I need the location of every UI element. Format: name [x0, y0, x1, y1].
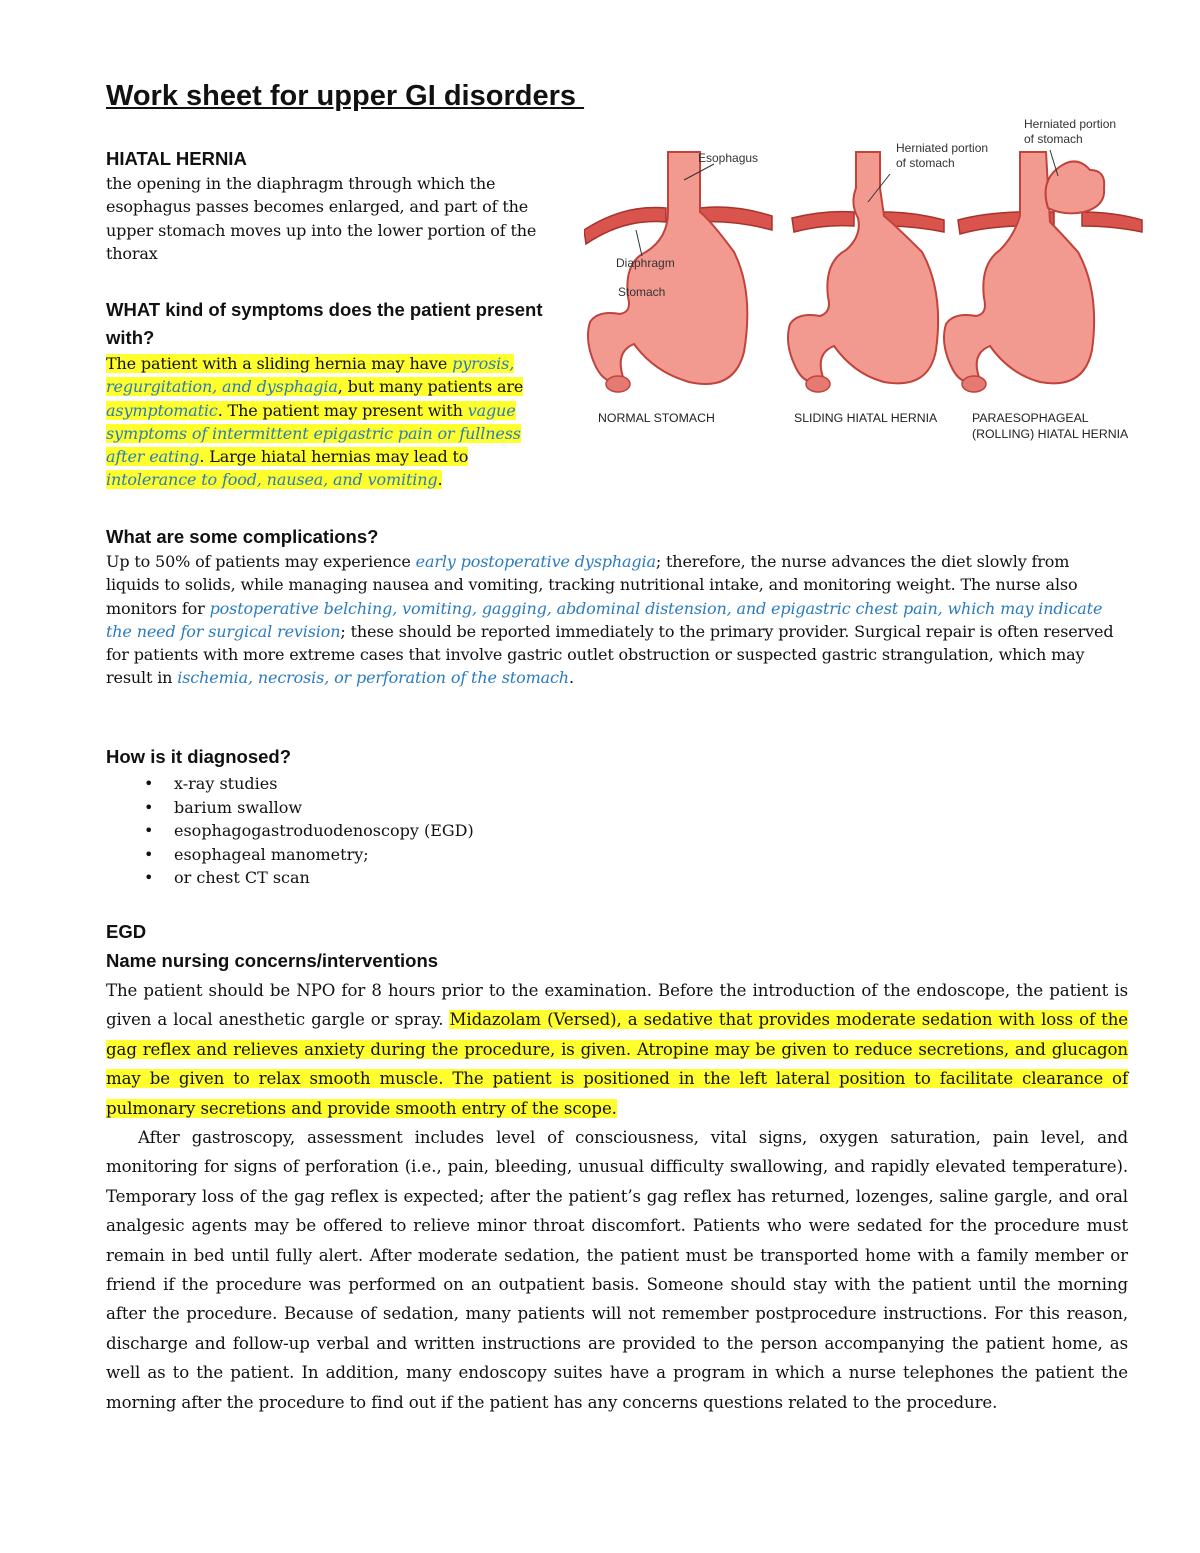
symptoms-text-5: .: [437, 470, 443, 490]
list-item: [106, 819, 706, 843]
complications-text-3: ; these should be reported immediately to the primary provider. Surgical repair is often reserved for patients with more extreme cases that involve gastric outlet obstruction or suspected gastric strangulation, which may result in: [106, 621, 1114, 688]
caption-normal: NORMAL STOMACH: [598, 411, 715, 425]
list-item: [106, 772, 706, 796]
egd-paragraph-1-text: The patient should be NPO for 8 hours prior to the examination. Before the introduction of the endoscope, the patient is given a local anesthetic gargle or spray.: [106, 981, 1128, 1030]
symptoms-section: [106, 296, 576, 492]
page-title: Work sheet for upper GI disorders: [106, 80, 585, 112]
label-herniated-1a: Herniated portion: [896, 141, 989, 155]
hiatal-hernia-figure: [584, 112, 1144, 457]
list-item-text: x-ray studies: [174, 774, 278, 793]
complications-keyword-1: early postoperative dysphagia: [415, 552, 656, 571]
complications-text-2: ; therefore, the nurse advances the diet slowly from liquids to solids, while managing nausea and vomiting, tracking nutritional intake, and monitoring weight. The nurse also monitors for: [106, 552, 1078, 618]
label-diaphragm: Diaphragm: [616, 256, 675, 270]
symptoms-text-2: , but many patients are: [337, 377, 524, 397]
symptoms-text-4: . Large hiatal hernias may lead to: [199, 447, 469, 467]
egd-paragraph-1-highlight: Midazolam (Versed), a sedative that provides moderate sedation with loss of the gag reflex and relieves anxiety during the procedure, is given. Atropine may be given to reduce secretions, and glucagon may be given to relax smooth muscle. The patient is positioned in the left lateral position to facilitate clearance of pulmonary secretions and provide smooth entry of the scope.: [106, 1010, 1128, 1118]
label-esophagus: Esophagus: [698, 151, 759, 165]
list-item-text: esophagogastroduodenoscopy (EGD): [174, 821, 474, 840]
list-item-text: esophageal manometry;: [174, 844, 369, 864]
complications-section: [106, 524, 1126, 690]
diagnosis-heading: How is it diagnosed?: [106, 746, 292, 767]
complications-keyword-3: ischemia, necrosis, or perforation of the stomach: [177, 668, 569, 688]
label-herniated-2b: of stomach: [1024, 132, 1083, 146]
symptoms-keyword-3: vague symptoms of intermittent epigastric pain or fullness after eating: [106, 400, 521, 467]
egd-heading: EGD: [106, 921, 147, 942]
caption-para-2: (ROLLING) HIATAL HERNIA: [972, 427, 1129, 441]
figure-labels: [584, 112, 1144, 457]
symptoms-text: [106, 352, 561, 492]
complications-keyword-2: postoperative belching, vomiting, gagging, abdominal distension, and epigastric chest pain, which may indicate the need for surgical revision: [106, 598, 1103, 641]
egd-section: [106, 918, 1128, 1417]
list-item: [106, 866, 706, 890]
complications-text-4: .: [568, 668, 574, 688]
hiatal-hernia-definition: the opening in the diaphragm through which the esophagus passes becomes enlarged, and part of the upper stomach moves up into the lower portion of the thorax: [106, 174, 537, 263]
complications-text: [106, 550, 1126, 690]
label-herniated-1b: of stomach: [896, 156, 955, 170]
symptoms-heading: WHAT kind of symptoms does the patient present with?: [106, 299, 543, 348]
list-item: [106, 843, 706, 867]
symptoms-keyword-2: asymptomatic: [106, 400, 218, 420]
hiatal-hernia-section: [106, 146, 566, 265]
complications-heading: What are some complications?: [106, 526, 379, 547]
complications-text-1: Up to 50% of patients may experience: [106, 552, 416, 571]
bullet-icon: •: [144, 774, 154, 793]
egd-paragraph-2: After gastroscopy, assessment includes level of consciousness, vital signs, oxygen saturation, pain level, and monitoring for signs of perforation (i.e., pain, bleeding, unusual difficulty swallowing, and rapidly elevated temperature). Temporary loss of the gag reflex is expected; after the patient’s gag reflex has returned, lozenges, saline gargle, and oral analgesic agents may be offered to relieve minor throat discomfort. Patients who were sedated for the procedure must remain in bed until fully alert. After moderate sedation, the patient must be transported home with a family member or friend if the procedure was performed on an outpatient basis. Someone should stay with the patient until the morning after the procedure. Because of sedation, many patients will not remember postprocedure instructions. For this reason, discharge and follow-up verbal and written instructions are provided to the person accompanying the patient home, as well as to the patient. In addition, many endoscopy suites have a program in which a nurse telephones the patient the morning after the procedure to find out if the patient has any concerns questions related to the procedure.: [106, 1128, 1128, 1412]
egd-subheading: Name nursing concerns/interventions: [106, 950, 439, 971]
caption-sliding: SLIDING HIATAL HERNIA: [794, 411, 938, 425]
list-item-text: or chest CT scan: [174, 868, 310, 887]
egd-paragraph-1: [106, 976, 1128, 1123]
label-stomach: Stomach: [618, 285, 666, 299]
bullet-icon: •: [144, 868, 154, 887]
bullet-icon: •: [144, 844, 154, 864]
hiatal-hernia-heading: HIATAL HERNIA: [106, 148, 247, 169]
symptoms-text-3: . The patient may present with: [217, 400, 468, 420]
symptoms-text-1: The patient with a sliding hernia may have: [106, 354, 453, 373]
label-herniated-2a: Herniated portion: [1024, 117, 1117, 131]
diagnosis-section: [106, 744, 706, 890]
bullet-icon: •: [144, 797, 154, 817]
list-item-text: barium swallow: [174, 797, 303, 817]
diagnosis-list: [106, 772, 706, 890]
caption-para-1: PARAESOPHAGEAL: [972, 411, 1089, 425]
list-item: [106, 796, 706, 820]
symptoms-keyword-4: intolerance to food, nausea, and vomiting: [106, 470, 438, 490]
bullet-icon: •: [144, 821, 154, 840]
symptoms-keyword-1: pyrosis, regurgitation, and dysphagia: [106, 354, 515, 397]
